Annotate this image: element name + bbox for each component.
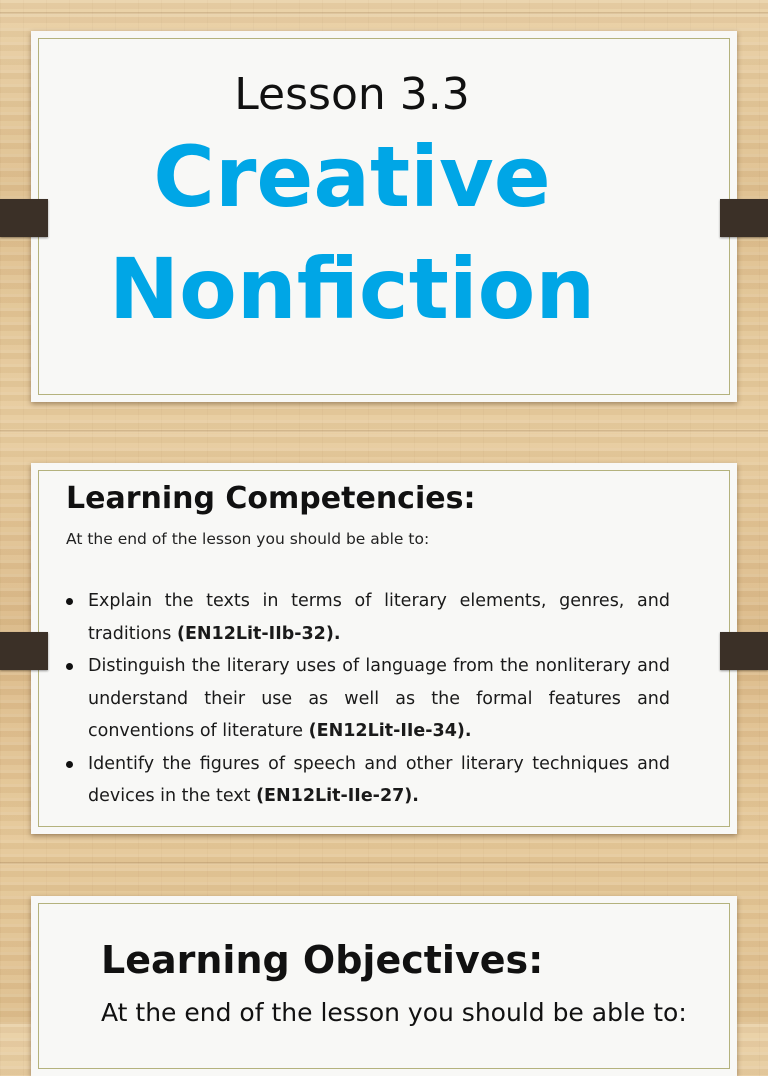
list-item bbox=[66, 585, 670, 650]
competency-code: (EN12Lit-IIe-27). bbox=[256, 786, 419, 806]
list-item-text: Distinguish the literary uses of language from the nonliterary and understand their use as well as the formal features and conventions of literature bbox=[88, 656, 670, 741]
binder-tab-left bbox=[0, 632, 48, 670]
list-item bbox=[66, 650, 670, 748]
title-slide-card bbox=[31, 31, 737, 402]
wood-plank-seam bbox=[0, 12, 768, 15]
competencies-heading: Learning Competencies: bbox=[66, 481, 476, 516]
binder-tab-right bbox=[720, 199, 768, 237]
bullet-dot-icon bbox=[66, 663, 73, 670]
competencies-intro: At the end of the lesson you should be able to: bbox=[66, 530, 430, 548]
competency-code: (EN12Lit-IIb-32). bbox=[176, 623, 341, 644]
competency-code: (EN12Lit-IIe-34). bbox=[308, 721, 472, 741]
objectives-heading: Learning Objectives: bbox=[101, 938, 544, 982]
binder-tab-left bbox=[0, 199, 48, 237]
course-title bbox=[31, 121, 737, 345]
wood-plank-seam bbox=[0, 430, 768, 433]
bullet-dot-icon bbox=[66, 761, 73, 768]
binder-tab-right bbox=[720, 632, 768, 670]
course-title-line-2: Nonfiction bbox=[108, 240, 596, 338]
objectives-intro: At the end of the lesson you should be able to: bbox=[101, 998, 687, 1027]
list-item-text: Identify the figures of speech and other literary techniques and devices in the text bbox=[88, 753, 670, 806]
card-border-frame bbox=[38, 903, 730, 1069]
course-title-line-1: Creative bbox=[153, 128, 551, 226]
lesson-label: Lesson 3.3 bbox=[234, 69, 470, 120]
list-item-text: Explain the texts in terms of literary elements, genres, and traditions bbox=[88, 591, 670, 644]
bullet-dot-icon bbox=[66, 598, 73, 605]
list-item bbox=[66, 748, 670, 813]
wood-plank-seam bbox=[0, 862, 768, 865]
competencies-slide-card bbox=[31, 463, 737, 834]
objectives-slide-card bbox=[31, 896, 737, 1076]
competencies-list bbox=[66, 585, 670, 813]
